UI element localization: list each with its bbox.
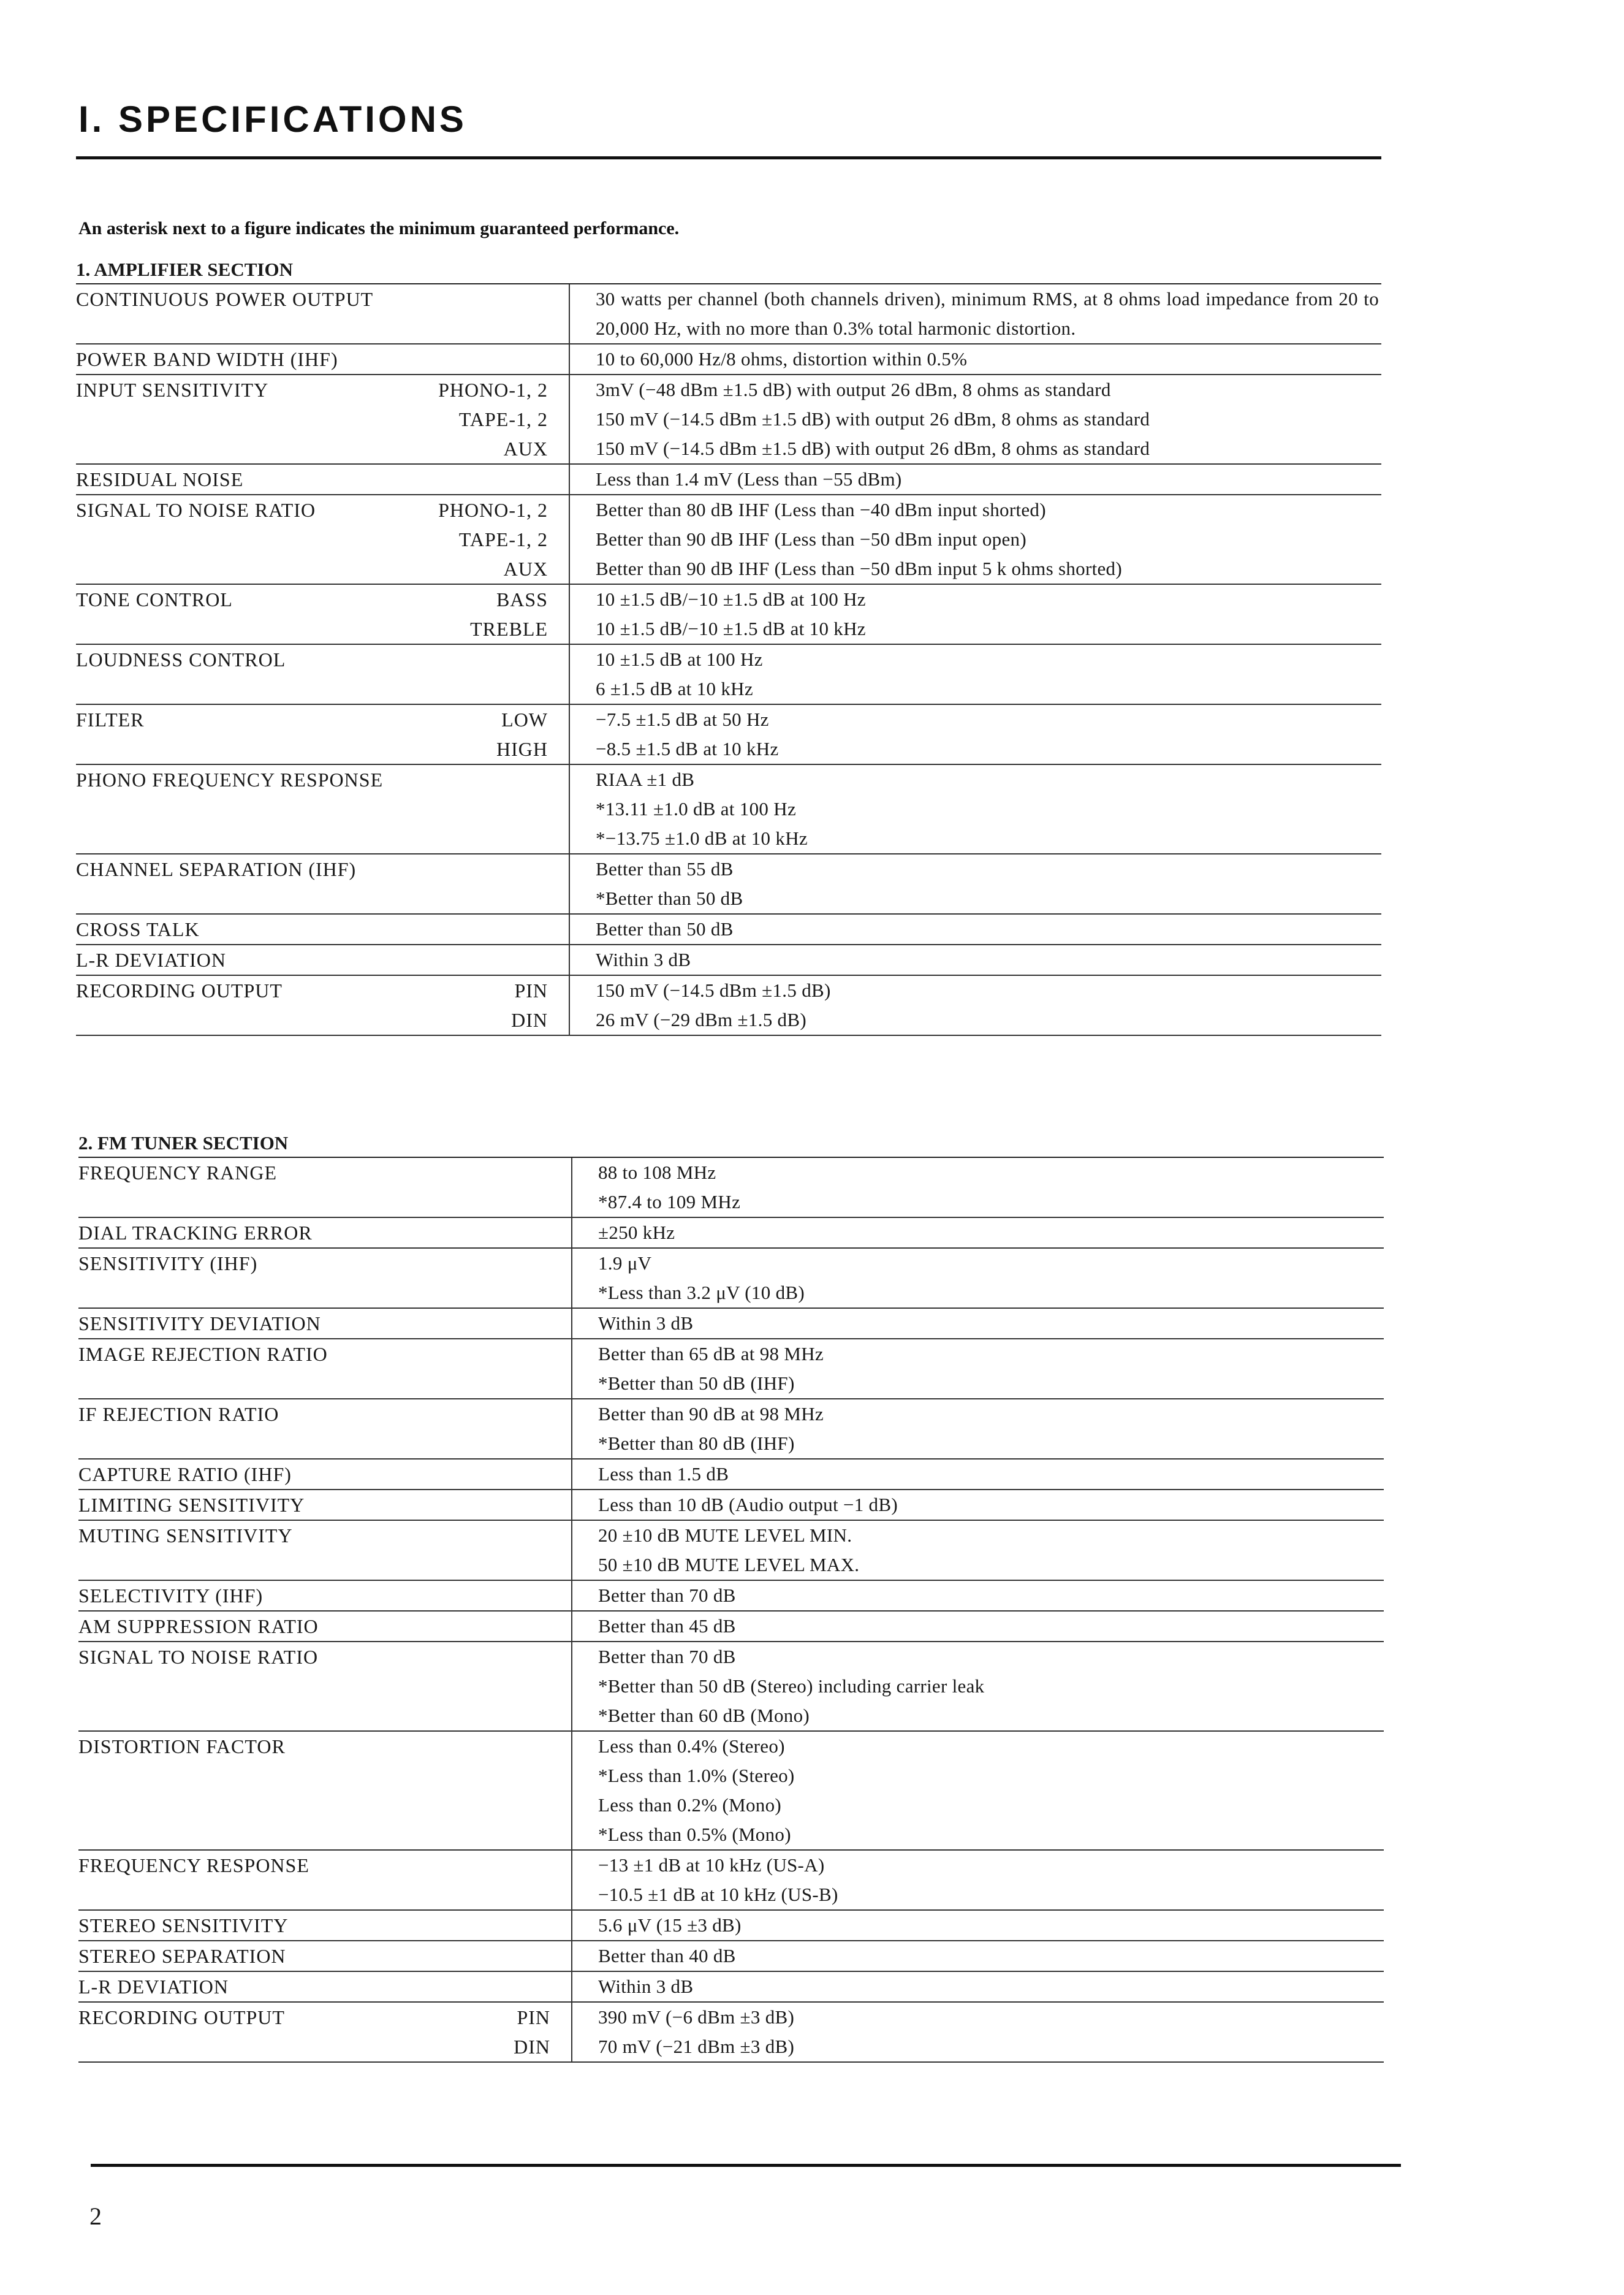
spec-value: Within 3 dB — [598, 1976, 694, 1997]
spec-value-cell — [572, 1399, 1384, 1458]
spec-value-cell — [570, 854, 1381, 913]
spec-row — [76, 645, 1381, 705]
spec-name: STEREO SENSITIVITY — [78, 1914, 289, 1936]
spec-value: *Less than 3.2 μV (10 dB) — [598, 1282, 805, 1303]
spec-value: *Better than 50 dB (Stereo) including carrier leak — [598, 1675, 985, 1697]
spec-value: *Less than 0.5% (Mono) — [598, 1824, 791, 1845]
spec-name: SENSITIVITY DEVIATION — [78, 1312, 321, 1334]
spec-name: SELECTIVITY (IHF) — [78, 1585, 264, 1607]
spec-label-cell — [76, 945, 570, 975]
spec-label-cell — [76, 705, 570, 764]
spec-value: 3mV (−48 dBm ±1.5 dB) with output 26 dBm, 8 ohms as standard — [596, 379, 1111, 400]
spec-label-cell — [76, 854, 570, 913]
spec-row — [76, 465, 1381, 495]
spec-name: SENSITIVITY (IHF) — [78, 1252, 258, 1274]
spec-row — [78, 1460, 1384, 1490]
spec-value-cell — [572, 2003, 1384, 2061]
spec-value: 88 to 108 MHz — [598, 1162, 716, 1183]
spec-value-cell — [570, 645, 1381, 704]
spec-value: Better than 90 dB IHF (Less than −50 dBm input 5 k ohms shorted) — [596, 558, 1122, 579]
spec-label-cell — [78, 1581, 572, 1610]
spec-label-cell — [78, 1158, 572, 1217]
spec-value-cell — [570, 765, 1381, 853]
spec-name: FREQUENCY RANGE — [78, 1162, 278, 1184]
spec-row — [76, 344, 1381, 375]
spec-label-cell — [78, 1460, 572, 1489]
spec-value: *Better than 60 dB (Mono) — [598, 1705, 810, 1726]
spec-value: *Better than 80 dB (IHF) — [598, 1433, 795, 1454]
spec-sub-label: BASS — [496, 588, 548, 611]
spec-label-cell — [76, 344, 570, 374]
spec-name: RESIDUAL NOISE — [76, 468, 244, 490]
spec-value: 390 mV (−6 dBm ±3 dB) — [598, 2006, 795, 2028]
spec-name: L-R DEVIATION — [78, 1976, 229, 1998]
spec-row — [78, 1851, 1384, 1911]
spec-row — [78, 1911, 1384, 1941]
section-header — [78, 1130, 1384, 1158]
spec-value: 5.6 μV (15 ±3 dB) — [598, 1914, 742, 1936]
spec-name: CAPTURE RATIO (IHF) — [78, 1463, 292, 1485]
spec-sub-label: DIN — [511, 1009, 548, 1031]
spec-label-cell — [78, 1732, 572, 1849]
spec-row — [78, 2003, 1384, 2063]
spec-value: Better than 50 dB — [596, 918, 734, 940]
title-rule — [76, 156, 1381, 159]
spec-label-cell — [76, 465, 570, 494]
spec-value: Less than 10 dB (Audio output −1 dB) — [598, 1494, 898, 1515]
spec-value: −7.5 ±1.5 dB at 50 Hz — [596, 709, 769, 730]
spec-value: 70 mV (−21 dBm ±3 dB) — [598, 2036, 795, 2057]
spec-sub-label: PIN — [517, 2006, 550, 2028]
spec-name: L-R DEVIATION — [76, 949, 226, 971]
spec-value: *Better than 50 dB — [596, 888, 743, 909]
spec-value: 26 mV (−29 dBm ±1.5 dB) — [596, 1009, 806, 1030]
spec-row — [78, 1339, 1384, 1399]
spec-row — [76, 495, 1381, 585]
spec-row — [78, 1521, 1384, 1581]
spec-label-cell — [76, 915, 570, 944]
footer-rule — [91, 2164, 1401, 2167]
spec-value: Better than 70 dB — [598, 1585, 736, 1606]
spec-sub-label: AUX — [503, 558, 548, 580]
spec-sub-label: TREBLE — [470, 618, 548, 640]
spec-row — [78, 1309, 1384, 1339]
spec-value-cell — [572, 1249, 1384, 1307]
spec-value: *87.4 to 109 MHz — [598, 1191, 741, 1212]
spec-sub-labels — [514, 2003, 550, 2061]
spec-value-cell — [570, 375, 1381, 463]
spec-label-cell — [78, 1490, 572, 1520]
spec-value: 10 ±1.5 dB/−10 ±1.5 dB at 100 Hz — [596, 588, 866, 610]
spec-row — [76, 854, 1381, 915]
spec-value: 150 mV (−14.5 dBm ±1.5 dB) with output 26 dBm, 8 ohms as standard — [596, 438, 1150, 459]
spec-sub-labels — [511, 976, 548, 1035]
asterisk-note: An asterisk next to a figure indicates the minimum guaranteed performance. — [78, 218, 680, 238]
spec-value: Less than 1.5 dB — [598, 1463, 729, 1485]
spec-label-cell — [76, 284, 570, 343]
spec-value-cell — [572, 1941, 1384, 1971]
spec-sub-label: LOW — [501, 709, 548, 731]
spec-value: 10 ±1.5 dB at 100 Hz — [596, 649, 763, 670]
spec-label-cell — [78, 1851, 572, 1909]
spec-label-cell — [76, 765, 570, 853]
spec-row — [78, 1490, 1384, 1521]
spec-label-cell — [76, 976, 570, 1035]
spec-value: Less than 1.4 mV (Less than −55 dBm) — [596, 468, 902, 490]
spec-sub-label: HIGH — [496, 738, 548, 760]
spec-value-cell — [572, 1972, 1384, 2001]
spec-value: 10 ±1.5 dB/−10 ±1.5 dB at 10 kHz — [596, 618, 866, 639]
spec-sub-label: DIN — [514, 2036, 550, 2058]
spec-row — [76, 915, 1381, 945]
spec-value: Better than 70 dB — [598, 1646, 736, 1667]
spec-label-cell — [78, 1642, 572, 1730]
spec-value-cell — [570, 976, 1381, 1035]
spec-value: *Less than 1.0% (Stereo) — [598, 1765, 795, 1786]
page-title: I. SPECIFICATIONS — [78, 99, 467, 140]
spec-label-cell — [78, 1941, 572, 1971]
amplifier-section — [76, 256, 1381, 1036]
spec-label-cell — [78, 1399, 572, 1458]
spec-value: ±250 kHz — [598, 1222, 675, 1243]
spec-label-cell — [78, 1339, 572, 1398]
spec-value: 50 ±10 dB MUTE LEVEL MAX. — [598, 1554, 860, 1575]
spec-sub-label: PHONO-1, 2 — [438, 499, 548, 521]
amplifier-spec-table — [76, 284, 1381, 1036]
spec-value-cell — [572, 1158, 1384, 1217]
spec-row — [78, 1158, 1384, 1218]
spec-row — [76, 284, 1381, 344]
spec-label-cell — [78, 1612, 572, 1641]
spec-name: DISTORTION FACTOR — [78, 1735, 286, 1757]
spec-value-cell — [572, 1521, 1384, 1580]
spec-name: TONE CONTROL — [76, 588, 233, 611]
spec-value: Better than 90 dB IHF (Less than −50 dBm input open) — [596, 528, 1026, 550]
spec-row — [76, 765, 1381, 854]
spec-label-cell — [76, 645, 570, 704]
fm-tuner-section-title: 2. FM TUNER SECTION — [78, 1132, 289, 1154]
spec-sub-labels — [438, 375, 548, 463]
spec-name: CONTINUOUS POWER OUTPUT — [76, 288, 374, 310]
spec-value-cell — [572, 1851, 1384, 1909]
spec-value: Better than 55 dB — [596, 858, 734, 880]
spec-value: 10 to 60,000 Hz/8 ohms, distortion within 0.5% — [596, 348, 968, 370]
spec-value-cell — [570, 585, 1381, 644]
spec-name: IMAGE REJECTION RATIO — [78, 1343, 328, 1365]
spec-row — [76, 375, 1381, 465]
spec-value: Better than 40 dB — [598, 1945, 736, 1966]
spec-sub-label: TAPE-1, 2 — [458, 408, 548, 430]
fm-tuner-spec-table — [78, 1158, 1384, 2063]
spec-value: RIAA ±1 dB — [596, 769, 695, 790]
spec-label-cell — [78, 1309, 572, 1338]
spec-row — [76, 976, 1381, 1036]
spec-value-cell — [570, 284, 1381, 343]
spec-label-cell — [78, 1911, 572, 1940]
spec-value: *Better than 50 dB (IHF) — [598, 1372, 795, 1394]
spec-label-cell — [76, 495, 570, 584]
spec-value-cell — [572, 1460, 1384, 1489]
spec-name: LIMITING SENSITIVITY — [78, 1494, 305, 1516]
spec-value: Better than 80 dB IHF (Less than −40 dBm input shorted) — [596, 499, 1046, 520]
spec-value-cell — [572, 1490, 1384, 1520]
amplifier-section-title: 1. AMPLIFIER SECTION — [76, 259, 293, 280]
spec-value-cell — [570, 945, 1381, 975]
spec-name: POWER BAND WIDTH (IHF) — [76, 348, 338, 370]
spec-name: FILTER — [76, 709, 145, 731]
spec-sub-label: PHONO-1, 2 — [438, 379, 548, 401]
spec-value: −10.5 ±1 dB at 10 kHz (US-B) — [598, 1884, 838, 1905]
spec-value-cell — [572, 1309, 1384, 1338]
spec-row — [78, 1399, 1384, 1460]
spec-row — [78, 1218, 1384, 1249]
spec-name: IF REJECTION RATIO — [78, 1403, 279, 1425]
spec-label-cell — [78, 2003, 572, 2061]
spec-value-cell — [572, 1732, 1384, 1849]
spec-name: SIGNAL TO NOISE RATIO — [78, 1646, 319, 1668]
spec-value: Less than 0.4% (Stereo) — [598, 1735, 785, 1757]
spec-name: FREQUENCY RESPONSE — [78, 1854, 309, 1876]
spec-name: RECORDING OUTPUT — [78, 2006, 285, 2028]
spec-row — [76, 705, 1381, 765]
spec-value: Less than 0.2% (Mono) — [598, 1794, 782, 1816]
spec-row — [78, 1581, 1384, 1612]
spec-value: −13 ±1 dB at 10 kHz (US-A) — [598, 1854, 825, 1876]
spec-sub-label: TAPE-1, 2 — [458, 528, 548, 550]
spec-sub-labels — [496, 705, 548, 764]
spec-name: CHANNEL SEPARATION (IHF) — [76, 858, 357, 880]
fm-tuner-section — [78, 1130, 1384, 2063]
spec-row — [78, 1732, 1384, 1851]
spec-value-cell — [572, 1911, 1384, 1940]
spec-value: 150 mV (−14.5 dBm ±1.5 dB) — [596, 980, 831, 1001]
spec-label-cell — [76, 585, 570, 644]
spec-name: STEREO SEPARATION — [78, 1945, 286, 1967]
spec-value: Better than 65 dB at 98 MHz — [598, 1343, 824, 1364]
spec-value-cell — [572, 1612, 1384, 1641]
spec-value-cell — [570, 495, 1381, 584]
spec-name: INPUT SENSITIVITY — [76, 379, 269, 401]
spec-value: Better than 45 dB — [598, 1615, 736, 1637]
spec-value: 150 mV (−14.5 dBm ±1.5 dB) with output 26 dBm, 8 ohms as standard — [596, 408, 1150, 430]
spec-value-cell — [570, 705, 1381, 764]
spec-row — [78, 1249, 1384, 1309]
page-number: 2 — [89, 2202, 102, 2230]
spec-value: *−13.75 ±1.0 dB at 10 kHz — [596, 828, 808, 849]
spec-row — [76, 585, 1381, 645]
spec-value: Better than 90 dB at 98 MHz — [598, 1403, 824, 1425]
spec-name: DIAL TRACKING ERROR — [78, 1222, 313, 1244]
spec-name: RECORDING OUTPUT — [76, 980, 283, 1002]
spec-value: 20 ±10 dB MUTE LEVEL MIN. — [598, 1524, 852, 1546]
spec-label-cell — [76, 375, 570, 463]
spec-row — [78, 1642, 1384, 1732]
spec-value: Within 3 dB — [596, 949, 691, 970]
section-header — [76, 256, 1381, 284]
spec-value-cell — [572, 1581, 1384, 1610]
spec-value-cell — [572, 1642, 1384, 1730]
spec-value: 1.9 μV — [598, 1252, 652, 1274]
spec-value-cell — [570, 465, 1381, 494]
spec-name: SIGNAL TO NOISE RATIO — [76, 499, 316, 521]
spec-row — [78, 1941, 1384, 1972]
spec-value-cell — [570, 344, 1381, 374]
spec-name: MUTING SENSITIVITY — [78, 1524, 293, 1547]
spec-label-cell — [78, 1521, 572, 1580]
spec-row — [78, 1972, 1384, 2003]
spec-value-cell — [570, 915, 1381, 944]
spec-row — [76, 945, 1381, 976]
spec-value: −8.5 ±1.5 dB at 10 kHz — [596, 738, 779, 759]
spec-sub-label: AUX — [503, 438, 548, 460]
spec-value: 30 watts per channel (both channels driven), minimum RMS, at 8 ohms load impedance from 20 to 20,000 Hz, with no more than 0.3% total harmonic distortion. — [596, 288, 1379, 339]
spec-label-cell — [78, 1218, 572, 1247]
spec-sub-labels — [438, 495, 548, 584]
spec-name: AM SUPPRESSION RATIO — [78, 1615, 319, 1637]
spec-name: CROSS TALK — [76, 918, 200, 940]
spec-label-cell — [78, 1972, 572, 2001]
spec-label-cell — [78, 1249, 572, 1307]
spec-sub-label: PIN — [514, 980, 548, 1002]
spec-name: PHONO FREQUENCY RESPONSE — [76, 769, 384, 791]
spec-value: Within 3 dB — [598, 1312, 694, 1334]
spec-row — [78, 1612, 1384, 1642]
spec-name: LOUDNESS CONTROL — [76, 649, 286, 671]
spec-value-cell — [572, 1218, 1384, 1247]
spec-value-cell — [572, 1339, 1384, 1398]
spec-value: 6 ±1.5 dB at 10 kHz — [596, 678, 753, 699]
spec-value: *13.11 ±1.0 dB at 100 Hz — [596, 798, 797, 820]
spec-sub-labels — [470, 585, 548, 644]
